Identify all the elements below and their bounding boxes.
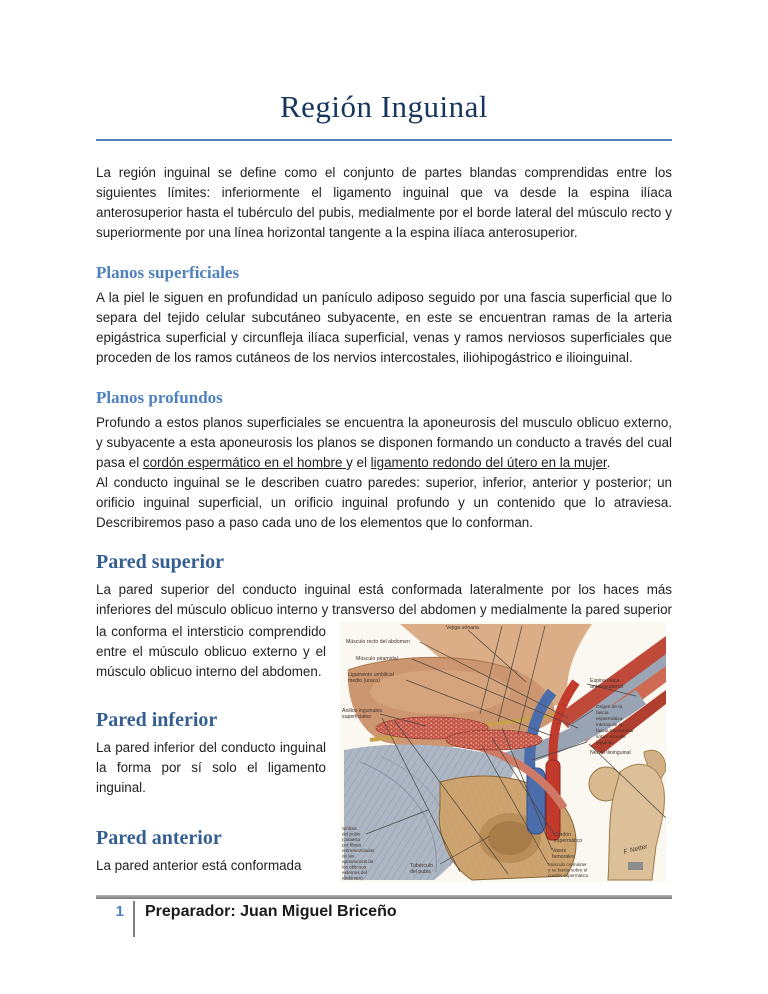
label-cremaster-3: cordón espermático [548, 873, 589, 878]
page-title: Región Inguinal [96, 88, 672, 141]
label-sinfisis-10: abdomen) [342, 875, 363, 881]
pp-text-1: Profundo a estos planos superficiales se encuentra la aponeurosis del musculo oblicuo externo, y subyacente a esta aponeurosis los planos se disponen formando un conducto a través del cual pasa el [96, 415, 672, 470]
label-umbilical-2: medio (uraco) [348, 678, 381, 684]
pp-text-3: . [606, 455, 611, 470]
label-espina: Espina ilíaca [590, 678, 620, 684]
label-sinfisis-9: externos del [342, 870, 368, 875]
label-tuberculo: Tubérculo [410, 863, 433, 869]
intro-paragraph: La región inguinal se define como el conjunto de partes blandas comprendidas entre los siguientes límites: inferiormente el ligamento inguinal que va desde la espina ilíaca anterosuperior hasta el tubérculo del pubis, medialmente por el borde lateral del músculo recto y superiormente por una línea horizontal tangente a la espina ilíaca anterosuperior. [96, 165, 672, 240]
image-wrap-zone [96, 622, 672, 881]
label-umbilical: Ligamento umbilical [348, 672, 394, 678]
heading-pared-anterior: Pared anterior [96, 827, 222, 849]
label-sinfisis-6: de las [342, 853, 355, 859]
label-origen-2: fascia [596, 711, 609, 716]
label-origen-6: sobre el anillo [596, 735, 626, 740]
label-piramidal: Músculo piramidal [356, 656, 398, 662]
footer-text: Preparador: Juan Miguel Briceño [145, 903, 397, 920]
heading-pared-superior: Pared superior [96, 551, 224, 573]
label-sinfisis-2: del pubis [342, 831, 361, 837]
label-tuberculo-2: del pubis [410, 869, 431, 875]
label-cremaster-2: y su fascia sobre el [548, 867, 588, 873]
label-origen-3: espermática [596, 717, 623, 722]
anatomy-figure [340, 622, 666, 882]
label-sinfisis-5: entremezcladas [342, 848, 375, 853]
label-origen-5: fascia transversal [596, 729, 634, 734]
heading-pared-inferior: Pared inferior [96, 709, 218, 731]
label-origen-7: inguinal [596, 741, 613, 746]
heading-planos-superficiales: Planos superficiales [96, 263, 240, 282]
label-cordon-2: espermático [554, 838, 583, 844]
page-number: 1 [115, 903, 124, 920]
pared-superior-paragraph-wrapped: la conforma el intersticio comprendido entre el músculo oblicuo externo y el músculo oblicuo interno del abdomen. [96, 624, 326, 679]
label-espina-2: anterosuperior [590, 684, 624, 690]
label-cordon: Cordón [554, 832, 572, 838]
footer-row [96, 901, 672, 937]
label-sinfisis-3: (cubierta [342, 837, 360, 842]
label-origen-1: Origen de la [596, 705, 623, 710]
label-origen-4: interna de la [596, 723, 623, 728]
page-footer [96, 895, 672, 937]
pp-underlined-2: ligamento redondo del útero en la mujer [370, 455, 607, 470]
label-anillos: Anillos inguinales [342, 708, 383, 714]
label-anillos-2: superficiales [342, 714, 371, 720]
netter-signature: F. Netter [622, 843, 649, 856]
footer-rule [96, 895, 672, 899]
pared-superior-paragraph-full: La pared superior del conducto inguinal está conformada lateralmente por los haces más inferiores del músculo oblicuo interno y transverso del abdomen y medialmente la pared superior [96, 582, 672, 617]
label-nervio: Nervio ilioinguinal [590, 750, 631, 756]
label-vasos-2: femorales [552, 854, 575, 860]
label-recto: Músculo recto del abdomen [346, 639, 410, 645]
pared-anterior-paragraph: La pared anterior está conformada [96, 858, 302, 873]
conducto-paragraph: Al conducto inguinal se le describen cuatro paredes: superior, inferior, anterior y posterior; un orificio inguinal superficial, un orificio inguinal profundo y un contenido que lo atraviesa. Describiremos paso a paso cada uno de los elementos que lo conforman. [96, 475, 672, 530]
planos-profundos-paragraph [96, 413, 672, 473]
heading-planos-profundos: Planos profundos [96, 388, 223, 407]
planos-superficiales-paragraph: A la piel le siguen en profundidad un panículo adiposo seguido por una fascia superficial que lo separa del tejido celular subcutáneo subyacente, en este se encuentran ramas de la arteria epigástrica superficial y circunfleja ilíaca superficial, venas y ramos nerviosos superficiales que proceden de los ramos cutáneos de los nervios intercostales, iliohipogástrico e ilioinguinal. [96, 290, 672, 365]
pp-underlined-1: cordón espermático en el hombre [142, 455, 347, 470]
label-sinfisis-7: aponeurosis de [342, 859, 374, 864]
pp-text-2: y el [346, 455, 371, 470]
label-sinfisis-8: los oblicuos [342, 864, 367, 870]
netter-stamp [628, 862, 643, 870]
label-cremaster [548, 862, 589, 878]
label-vejiga: Vejiga urinaria [446, 625, 479, 631]
label-sinfisis-4: por fibras [342, 842, 362, 848]
label-sinfisis-1: Sínfisis [342, 826, 357, 831]
label-cremaster-1: Músculo cremáster [548, 862, 587, 867]
inguinal-anatomy-illustration [340, 622, 666, 882]
pared-inferior-paragraph: La pared inferior del conducto inguinal la forma por sí solo el ligamento inguinal. [96, 740, 326, 795]
label-vasos: Vasos [552, 848, 567, 854]
